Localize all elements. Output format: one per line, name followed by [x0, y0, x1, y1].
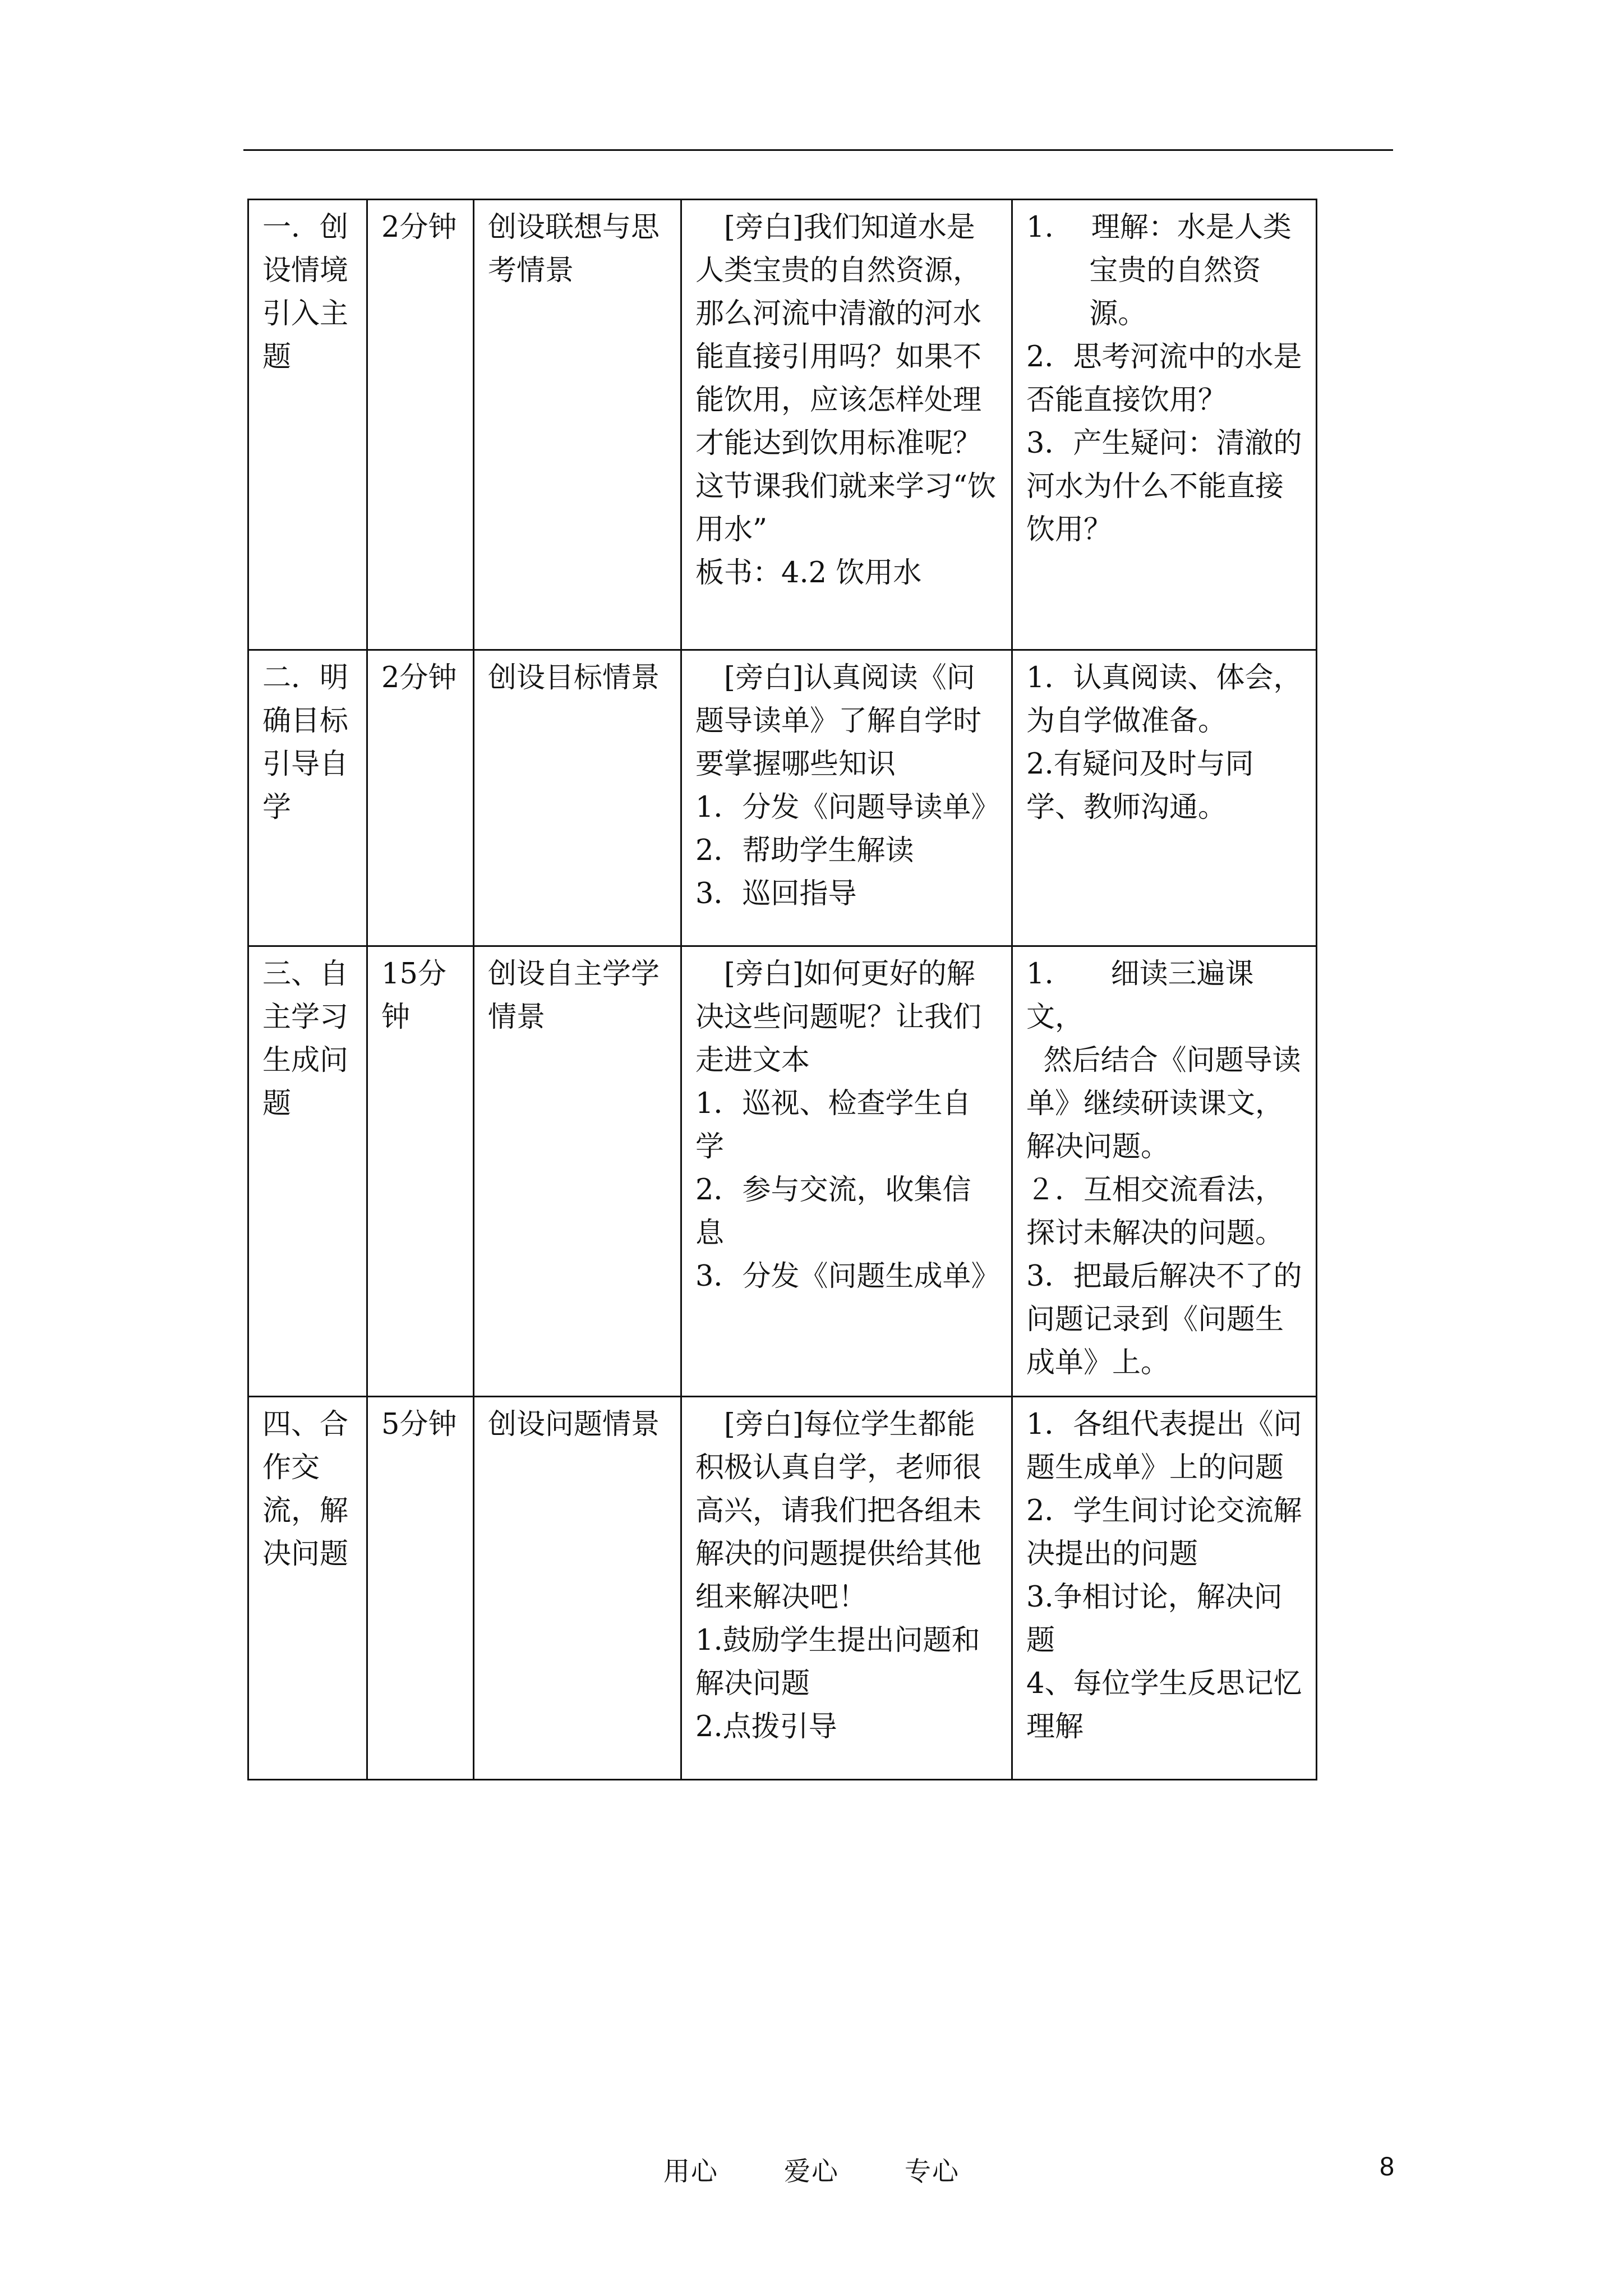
footer-motto-right: 专心 — [904, 2156, 960, 2187]
teacher-activity-cell — [681, 1397, 1012, 1780]
header-rule — [243, 149, 1393, 151]
footer-motto-left: 用心 — [663, 2156, 719, 2187]
scene-cell: 创设联想与思考情景 — [474, 200, 681, 650]
student-line: ２．互相交流看法，探讨未解决的问题。 — [1026, 1174, 1284, 1250]
student-line: 4、每位学生反思记忆理解 — [1026, 1667, 1302, 1743]
teacher-line: 板书：4.2 饮用水 — [695, 556, 922, 590]
scene-cell: 创设目标情景 — [474, 650, 681, 946]
student-line: 3．产生疑问：清澈的河水为什么不能直接饮用？ — [1026, 427, 1302, 546]
time-cell: 15分钟 — [367, 946, 474, 1397]
teacher-activity-cell — [681, 946, 1012, 1397]
teacher-line: 2．参与交流，收集信息 — [695, 1174, 971, 1250]
student-line: 1．认真阅读、体会，为自学做准备。 — [1026, 661, 1302, 738]
student-line: 3.争相讨论，解决问题 — [1026, 1581, 1283, 1657]
student-activity-cell — [1012, 946, 1317, 1397]
teacher-line: [旁白]认真阅读《问题导读单》了解自学时要掌握哪些知识 — [695, 661, 982, 781]
table-row — [248, 1397, 1317, 1780]
time-cell: 2分钟 — [367, 650, 474, 946]
teacher-activity-cell — [681, 650, 1012, 946]
table-row — [248, 650, 1317, 946]
student-activity-cell — [1012, 200, 1317, 650]
footer-motto-middle: 爱心 — [784, 2156, 839, 2187]
student-line: 2．学生间讨论交流解决提出的问题 — [1026, 1494, 1302, 1571]
lesson-plan-table — [247, 199, 1317, 1780]
time-cell: 5分钟 — [367, 1397, 474, 1780]
scene-cell: 创设自主学学情景 — [474, 946, 681, 1397]
stage-cell: 三、自主学习生成问题 — [248, 946, 367, 1397]
student-line: 2.有疑问及时与同学、教师沟通。 — [1026, 748, 1254, 824]
teacher-activity-cell — [681, 200, 1012, 650]
student-line: 1. 理解：水是人类 — [1026, 211, 1292, 244]
teacher-line: 1．分发《问题导读单》 — [695, 791, 1000, 824]
student-line: 然后结合《问题导读单》继续研读课文，解决问题。 — [1026, 1044, 1301, 1163]
teacher-line: [旁白]每位学生都能积极认真自学，老师很高兴，请我们把各组未解决的问题提供给其他组来解决吧！ — [695, 1408, 982, 1614]
teacher-line: 3．分发《问题生成单》 — [695, 1260, 1000, 1293]
stage-cell: 二．明确目标引导自学 — [248, 650, 367, 946]
student-line: 1. 细读三遍课文， — [1026, 958, 1254, 1034]
student-activity-cell — [1012, 1397, 1317, 1780]
teacher-line: 3．巡回指导 — [695, 877, 857, 910]
teacher-line: 1.鼓励学生提出问题和解决问题 — [695, 1624, 980, 1700]
teacher-line: [旁白]如何更好的解决这些问题呢？让我们走进文本 — [695, 958, 982, 1077]
student-activity-cell — [1012, 650, 1317, 946]
scene-cell: 创设问题情景 — [474, 1397, 681, 1780]
teacher-line: [旁白]我们知道水是人类宝贵的自然资源，那么河流中清澈的河水能直接引用吗？如果不能饮用，应该怎样处理才能达到饮用标准呢？这节课我们就来学习“饮用水” — [695, 211, 997, 546]
student-line: 2．思考河流中的水是否能直接饮用？ — [1026, 341, 1302, 417]
student-line: 宝贵的自然资源。 — [1089, 254, 1261, 330]
student-line: 3．把最后解决不了的问题记录到《问题生成单》上。 — [1026, 1260, 1302, 1379]
teacher-line: 2.点拨引导 — [695, 1710, 837, 1743]
table-row — [248, 200, 1317, 650]
page-number: 8 — [1380, 2151, 1395, 2181]
teacher-line: 1．巡视、检查学生自学 — [695, 1087, 971, 1163]
stage-cell: 四、合作交流，解决问题 — [248, 1397, 367, 1780]
table-row — [248, 946, 1317, 1397]
time-cell: 2分钟 — [367, 200, 474, 650]
teacher-line: 2．帮助学生解读 — [695, 834, 914, 867]
student-line: 1．各组代表提出《问题生成单》上的问题 — [1026, 1408, 1302, 1484]
stage-cell: 一．创设情境引入主题 — [248, 200, 367, 650]
